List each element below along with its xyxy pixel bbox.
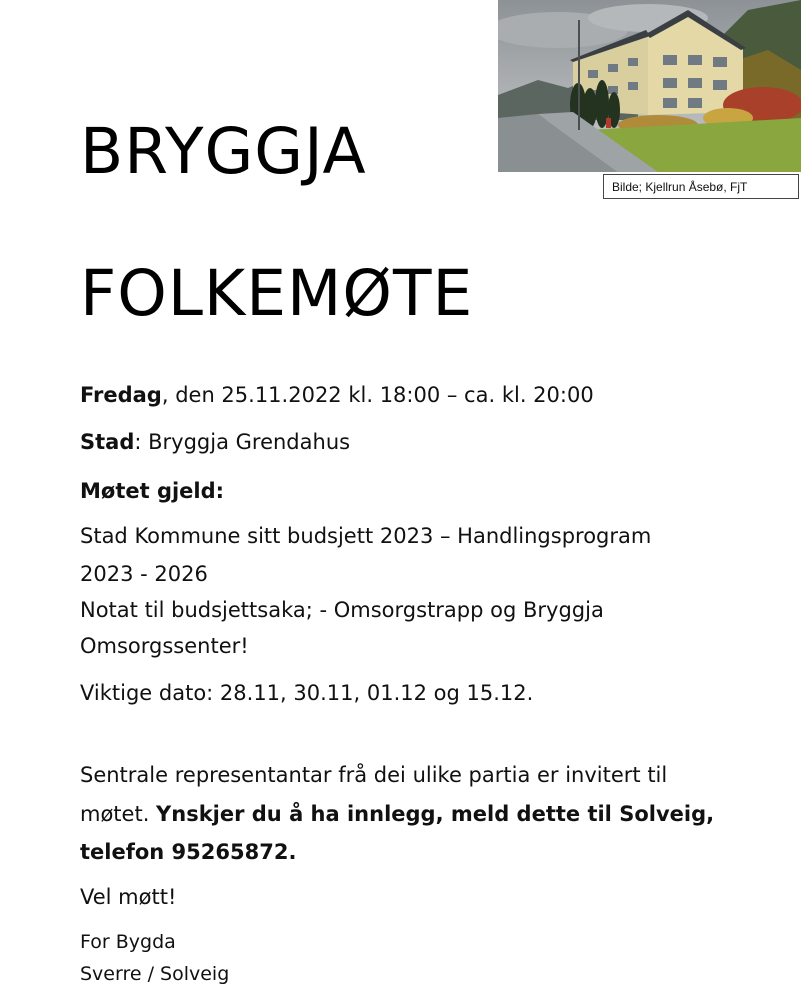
- title-line-2: FOLKEMØTE: [80, 257, 474, 330]
- agenda-line: 2023 - 2026: [80, 562, 208, 586]
- event-place: [80, 425, 350, 459]
- invite-line-2-bold: Ynskjer du å ha innlegg, meld dette til Solveig,: [156, 802, 715, 826]
- event-time: [80, 378, 594, 412]
- important-dates: Viktige dato: 28.11, 30.11, 01.12 og 15.12.: [80, 681, 534, 705]
- invite-line-1: Sentrale representantar frå dei ulike partia er invitert til: [80, 763, 668, 787]
- event-place-label: Stad: [80, 430, 135, 454]
- invite-line-3: [80, 835, 296, 869]
- event-place-text: : Bryggja Grendahus: [134, 430, 351, 454]
- phone-number: telefon 95265872.: [80, 840, 297, 864]
- agenda-line: Stad Kommune sitt budsjett 2023 – Handlingsprogram: [80, 524, 652, 548]
- agenda-line: Omsorgssenter!: [80, 634, 249, 658]
- agenda-heading-text: Møtet gjeld:: [80, 479, 225, 503]
- signature-line-2: Sverre / Solveig: [80, 963, 230, 985]
- event-time-label: Fredag: [80, 383, 162, 407]
- invite-line-2: [80, 797, 714, 831]
- agenda-heading: [80, 474, 224, 508]
- apartment-building-photo: [498, 0, 801, 172]
- title-line-1: BRYGGJA: [80, 115, 367, 188]
- agenda-line: Notat til budsjettsaka; - Omsorgstrapp og Bryggja: [80, 598, 604, 622]
- welcome-text: Vel møtt!: [80, 885, 177, 909]
- photo-caption: Bilde; Kjellrun Åsebø, FjT: [603, 174, 799, 199]
- event-time-text: , den 25.11.2022 kl. 18:00 – ca. kl. 20:00: [161, 383, 594, 407]
- invite-line-2-plain: møtet.: [80, 802, 157, 826]
- signature-line-1: For Bygda: [80, 931, 176, 953]
